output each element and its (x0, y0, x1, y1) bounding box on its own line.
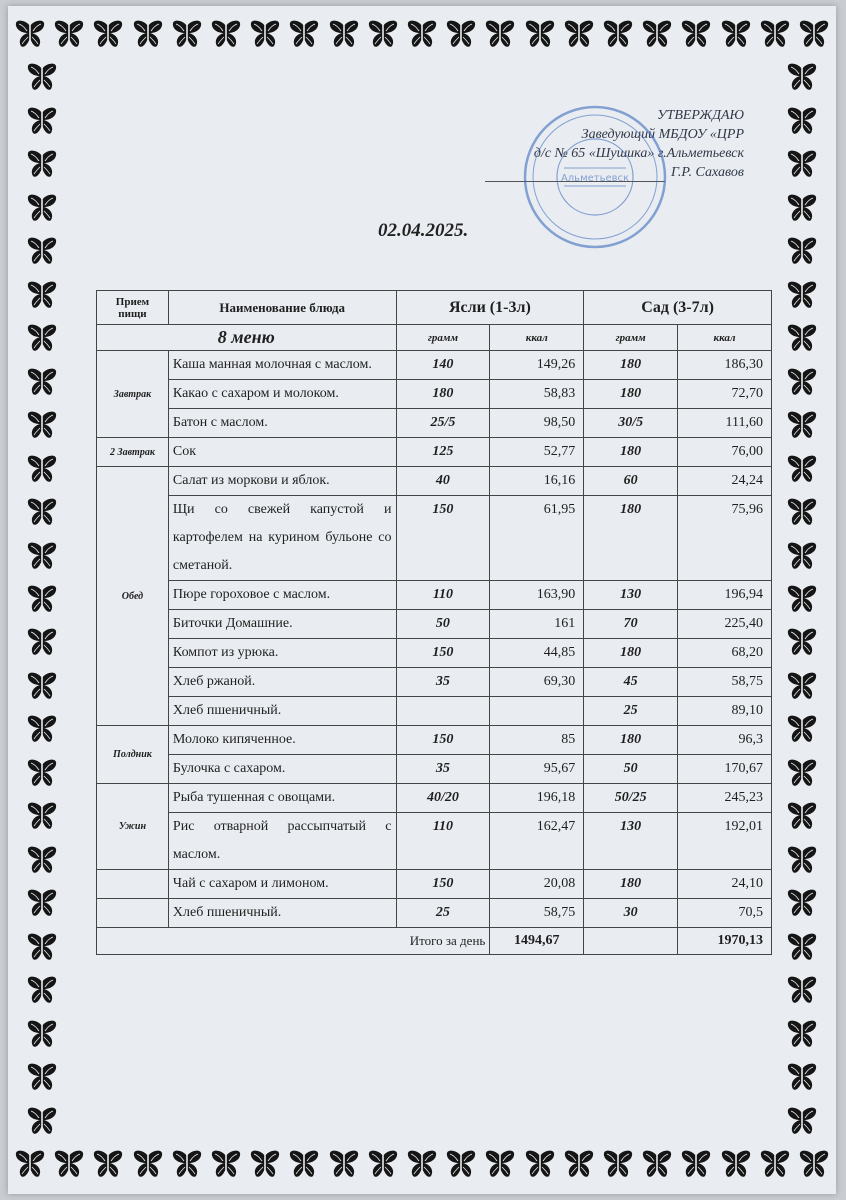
butterfly-icon (26, 453, 58, 485)
nursery-gram: 35 (396, 755, 490, 784)
col-header-meal: Прием пищи (97, 291, 169, 325)
butterfly-icon (786, 366, 818, 398)
butterfly-icon (786, 105, 818, 137)
nursery-kcal: 16,16 (490, 467, 584, 496)
dish-name: Хлеб пшеничный. (168, 899, 396, 928)
menu-number: 8 меню (97, 325, 397, 351)
butterfly-icon (484, 1148, 516, 1180)
butterfly-icon (484, 18, 516, 50)
butterfly-icon (786, 1018, 818, 1050)
table-row (97, 351, 772, 380)
table-row (97, 496, 772, 581)
butterfly-icon (14, 18, 46, 50)
butterfly-icon (786, 757, 818, 789)
butterfly-icon (26, 974, 58, 1006)
butterfly-icon (171, 1148, 203, 1180)
butterfly-icon (786, 540, 818, 572)
nursery-kcal: 61,95 (490, 496, 584, 581)
butterfly-icon (210, 1148, 242, 1180)
table-row (97, 899, 772, 928)
nursery-gram: 150 (396, 496, 490, 581)
dish-name: Биточки Домашние. (168, 610, 396, 639)
butterfly-icon (26, 844, 58, 876)
dish-name: Каша манная молочная с маслом. (168, 351, 396, 380)
dish-name: Молоко кипяченное. (168, 726, 396, 755)
menu-sheet (8, 6, 836, 1194)
dish-name: Щи со свежей капустой и картофелем на курином бульоне со сметаной. (168, 496, 396, 581)
kg-gram: 50 (584, 755, 678, 784)
kg-kcal: 68,20 (678, 639, 772, 668)
butterfly-icon (92, 18, 124, 50)
dish-name: Салат из моркови и яблок. (168, 467, 396, 496)
butterfly-icon (524, 18, 556, 50)
dish-name: Батон с маслом. (168, 409, 396, 438)
meal-empty-cell (97, 870, 169, 899)
butterfly-icon (602, 1148, 634, 1180)
butterfly-icon (26, 931, 58, 963)
kg-gram: 30/5 (584, 409, 678, 438)
table-row (97, 755, 772, 784)
approval-title: УТВЕРЖДАЮ (657, 108, 744, 123)
kg-gram: 180 (584, 496, 678, 581)
butterfly-icon (680, 1148, 712, 1180)
nursery-gram: 25/5 (396, 409, 490, 438)
unit-kcal: ккал (490, 325, 584, 351)
dish-name: Хлеб ржаной. (168, 668, 396, 697)
nursery-kcal: 52,77 (490, 438, 584, 467)
nursery-gram: 110 (396, 813, 490, 870)
total-nursery-kcal: 1494,67 (490, 928, 584, 955)
butterfly-icon (26, 670, 58, 702)
kg-kcal: 24,10 (678, 870, 772, 899)
table-row (97, 813, 772, 870)
col-header-dish: Наименование блюда (168, 291, 396, 325)
nursery-gram: 110 (396, 581, 490, 610)
dish-name: Рыба тушенная с овощами. (168, 784, 396, 813)
nursery-kcal: 95,67 (490, 755, 584, 784)
butterfly-icon (406, 18, 438, 50)
butterfly-icon (786, 192, 818, 224)
kg-kcal: 170,67 (678, 755, 772, 784)
butterfly-icon (786, 61, 818, 93)
table-row (97, 639, 772, 668)
nursery-gram: 150 (396, 870, 490, 899)
approval-signer: Г.Р. Сахавов (671, 165, 744, 180)
nursery-gram: 40 (396, 467, 490, 496)
nursery-kcal: 163,90 (490, 581, 584, 610)
butterfly-icon (786, 235, 818, 267)
butterfly-icon (759, 18, 791, 50)
kg-gram: 180 (584, 639, 678, 668)
table-row (97, 438, 772, 467)
butterfly-icon (367, 18, 399, 50)
table-row (97, 467, 772, 496)
total-label: Итого за день (97, 928, 490, 955)
butterfly-icon (26, 887, 58, 919)
nursery-kcal: 149,26 (490, 351, 584, 380)
dish-name: Компот из урюка. (168, 639, 396, 668)
menu-date: 02.04.2025. (378, 220, 469, 241)
dish-name: Рис отварной рассыпчатый с маслом. (168, 813, 396, 870)
butterfly-icon (786, 670, 818, 702)
menu-table (96, 290, 772, 955)
butterfly-icon (26, 713, 58, 745)
svg-text:Альметьевск: Альметьевск (560, 173, 630, 184)
col-header-nursery: Ясли (1-3л) (396, 291, 584, 325)
butterfly-icon (786, 844, 818, 876)
butterfly-icon (786, 583, 818, 615)
butterfly-icon (720, 1148, 752, 1180)
butterfly-icon (786, 1105, 818, 1137)
butterfly-icon (563, 18, 595, 50)
table-row (97, 668, 772, 697)
kg-gram: 180 (584, 351, 678, 380)
kg-gram: 50/25 (584, 784, 678, 813)
butterfly-icon (14, 1148, 46, 1180)
table-row (97, 409, 772, 438)
butterfly-icon (759, 1148, 791, 1180)
nursery-kcal: 161 (490, 610, 584, 639)
butterfly-icon (210, 18, 242, 50)
nursery-gram: 125 (396, 438, 490, 467)
butterfly-icon (26, 105, 58, 137)
dish-name: Хлеб пшеничный. (168, 697, 396, 726)
meal-snack: Полдник (97, 726, 169, 784)
table-row (97, 610, 772, 639)
nursery-kcal: 44,85 (490, 639, 584, 668)
butterfly-icon (524, 1148, 556, 1180)
butterfly-icon (786, 626, 818, 658)
butterfly-icon (786, 887, 818, 919)
butterfly-icon (602, 18, 634, 50)
col-header-kindergarten: Сад (3-7л) (584, 291, 772, 325)
butterfly-icon (720, 18, 752, 50)
butterfly-icon (786, 496, 818, 528)
butterfly-icon (288, 18, 320, 50)
butterfly-icon (445, 1148, 477, 1180)
meal-dinner: Ужин (97, 784, 169, 870)
butterfly-icon (786, 148, 818, 180)
kg-kcal: 245,23 (678, 784, 772, 813)
kg-kcal: 111,60 (678, 409, 772, 438)
butterfly-icon (26, 366, 58, 398)
nursery-gram: 25 (396, 899, 490, 928)
butterfly-icon (786, 453, 818, 485)
table-row (97, 380, 772, 409)
nursery-gram: 50 (396, 610, 490, 639)
butterfly-icon (26, 148, 58, 180)
butterfly-icon (367, 1148, 399, 1180)
butterfly-icon (26, 800, 58, 832)
kg-kcal: 76,00 (678, 438, 772, 467)
butterfly-icon (680, 18, 712, 50)
butterfly-icon (786, 931, 818, 963)
official-stamp (520, 102, 670, 252)
nursery-gram (396, 697, 490, 726)
nursery-kcal: 85 (490, 726, 584, 755)
table-row (97, 697, 772, 726)
butterfly-icon (798, 1148, 830, 1180)
meal-second-breakfast: 2 Завтрак (97, 438, 169, 467)
kg-gram: 60 (584, 467, 678, 496)
butterfly-icon (26, 1105, 58, 1137)
butterfly-icon (328, 1148, 360, 1180)
nursery-kcal (490, 697, 584, 726)
nursery-gram: 140 (396, 351, 490, 380)
butterfly-icon (641, 18, 673, 50)
butterfly-icon (786, 1061, 818, 1093)
total-empty-cell (584, 928, 678, 955)
butterfly-icon (26, 279, 58, 311)
butterfly-icon (641, 1148, 673, 1180)
nursery-kcal: 98,50 (490, 409, 584, 438)
butterfly-icon (249, 1148, 281, 1180)
butterfly-icon (53, 1148, 85, 1180)
butterfly-icon (26, 409, 58, 441)
butterfly-icon (798, 18, 830, 50)
butterfly-icon (786, 800, 818, 832)
unit-kcal: ккал (678, 325, 772, 351)
total-kg-kcal: 1970,13 (678, 928, 772, 955)
kg-kcal: 72,70 (678, 380, 772, 409)
butterfly-icon (328, 18, 360, 50)
nursery-kcal: 69,30 (490, 668, 584, 697)
kg-kcal: 70,5 (678, 899, 772, 928)
meal-empty-cell (97, 899, 169, 928)
kg-gram: 180 (584, 380, 678, 409)
table-row (97, 784, 772, 813)
butterfly-icon (406, 1148, 438, 1180)
table-row (97, 581, 772, 610)
butterfly-icon (786, 322, 818, 354)
kg-kcal: 192,01 (678, 813, 772, 870)
kg-kcal: 75,96 (678, 496, 772, 581)
approval-institution: д/с № 65 «Шушика» г.Альметьевск (533, 146, 744, 161)
kg-gram: 45 (584, 668, 678, 697)
nursery-gram: 180 (396, 380, 490, 409)
meal-lunch: Обед (97, 467, 169, 726)
kg-gram: 30 (584, 899, 678, 928)
butterfly-icon (171, 18, 203, 50)
meal-breakfast: Завтрак (97, 351, 169, 438)
butterfly-icon (26, 583, 58, 615)
butterfly-icon (288, 1148, 320, 1180)
nursery-kcal: 58,75 (490, 899, 584, 928)
butterfly-icon (786, 279, 818, 311)
butterfly-icon (26, 496, 58, 528)
nursery-gram: 150 (396, 639, 490, 668)
butterfly-icon (132, 1148, 164, 1180)
approval-position: Заведующий МБДОУ «ЦРР (581, 127, 744, 142)
dish-name: Пюре гороховое с маслом. (168, 581, 396, 610)
butterfly-icon (26, 192, 58, 224)
total-row (97, 928, 772, 955)
kg-kcal: 186,30 (678, 351, 772, 380)
nursery-gram: 40/20 (396, 784, 490, 813)
kg-kcal: 196,94 (678, 581, 772, 610)
butterfly-icon (786, 409, 818, 441)
nursery-gram: 35 (396, 668, 490, 697)
nursery-gram: 150 (396, 726, 490, 755)
kg-kcal: 58,75 (678, 668, 772, 697)
nursery-kcal: 196,18 (490, 784, 584, 813)
butterfly-icon (26, 322, 58, 354)
butterfly-icon (26, 61, 58, 93)
nursery-kcal: 162,47 (490, 813, 584, 870)
dish-name: Булочка с сахаром. (168, 755, 396, 784)
table-row (97, 726, 772, 755)
butterfly-icon (26, 1018, 58, 1050)
table-row (97, 870, 772, 899)
butterfly-icon (786, 713, 818, 745)
unit-gram: грамм (396, 325, 490, 351)
kg-gram: 130 (584, 813, 678, 870)
butterfly-icon (249, 18, 281, 50)
dish-name: Сок (168, 438, 396, 467)
butterfly-icon (786, 974, 818, 1006)
butterfly-icon (92, 1148, 124, 1180)
butterfly-icon (26, 1061, 58, 1093)
dish-name: Чай с сахаром и лимоном. (168, 870, 396, 899)
butterfly-icon (563, 1148, 595, 1180)
nursery-kcal: 20,08 (490, 870, 584, 899)
butterfly-icon (26, 540, 58, 572)
kg-kcal: 225,40 (678, 610, 772, 639)
kg-kcal: 24,24 (678, 467, 772, 496)
unit-gram: грамм (584, 325, 678, 351)
butterfly-icon (445, 18, 477, 50)
butterfly-icon (26, 757, 58, 789)
kg-gram: 180 (584, 870, 678, 899)
nursery-kcal: 58,83 (490, 380, 584, 409)
kg-gram: 70 (584, 610, 678, 639)
butterfly-icon (132, 18, 164, 50)
kg-kcal: 89,10 (678, 697, 772, 726)
kg-gram: 130 (584, 581, 678, 610)
kg-gram: 25 (584, 697, 678, 726)
butterfly-icon (26, 626, 58, 658)
butterfly-icon (26, 235, 58, 267)
butterfly-icon (53, 18, 85, 50)
kg-gram: 180 (584, 438, 678, 467)
dish-name: Какао с сахаром и молоком. (168, 380, 396, 409)
kg-kcal: 96,3 (678, 726, 772, 755)
kg-gram: 180 (584, 726, 678, 755)
